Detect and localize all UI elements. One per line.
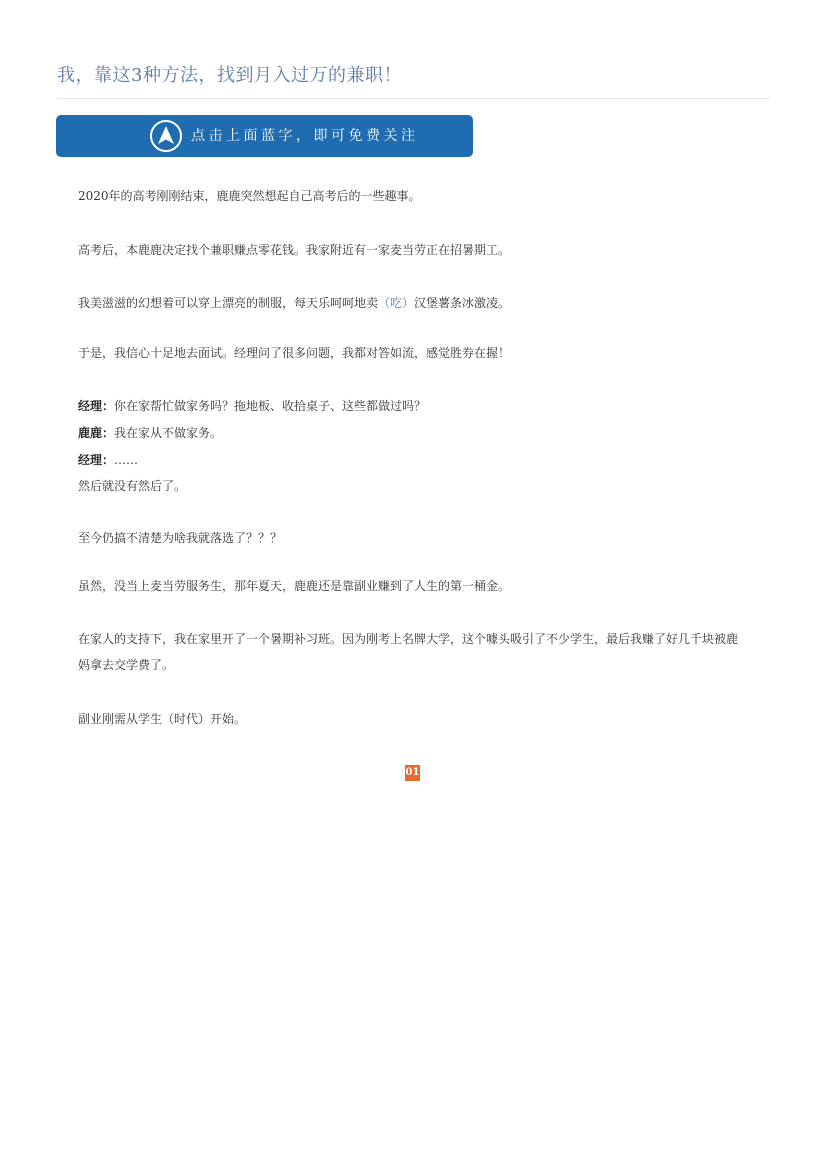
paragraph-9: 副业刚需从学生（时代）开始。 [78,712,247,726]
dialogue-text: 你在家帮忙做家务吗？拖地板、收拾桌子、这些都做过吗？ [114,399,427,413]
paragraph-6: 至今仍搞不清楚为啥我就落选了？？？ [78,531,283,545]
dialogue-line [78,447,138,473]
paragraph-7: 虽然，没当上麦当劳服务生，那年夏天，鹿鹿还是靠副业赚到了人生的第一桶金。 [78,579,511,593]
paragraph-5: 然后就没有然后了。 [78,479,187,493]
paragraph-4: 于是，我信心十足地去面试。经理问了很多问题，我都对答如流，感觉胜券在握！ [78,346,511,360]
dialogue-text: …… [114,453,139,467]
article-title: 我，靠这3种方法，找到月入过万的兼职！ [57,65,402,86]
title-divider [57,98,770,99]
paragraph-3 [78,290,510,316]
dialogue-line [78,393,426,419]
dialogue-speaker: 鹿鹿： [78,426,115,440]
dialogue-line [78,420,222,446]
dialogue-speaker: 经理： [78,399,115,413]
section-number-badge: 01 [405,765,420,781]
follow-banner[interactable] [56,115,473,157]
arrow-up-circle-icon [149,119,183,153]
follow-banner-text: 点击上面蓝字，即可免费关注 [191,128,419,144]
dialogue-speaker: 经理： [78,453,115,467]
paragraph-3-highlight: （吃） [378,296,415,310]
dialogue-text: 我在家从不做家务。 [114,426,223,440]
paragraph-3-text-a: 我美滋滋的幻想着可以穿上漂亮的制服，每天乐呵呵地卖 [78,296,379,310]
paragraph-8: 在家人的支持下，我在家里开了一个暑期补习班。因为刚考上名牌大学，这个噱头吸引了不少学生，最后我赚了好几千块被鹿妈拿去交学费了。 [78,632,739,672]
paragraph-1: 2020年的高考刚刚结束，鹿鹿突然想起自己高考后的一些趣事。 [78,189,421,203]
paragraph-3-text-b: 汉堡薯条冰激凌。 [414,296,511,310]
paragraph-2: 高考后，本鹿鹿决定找个兼职赚点零花钱。我家附近有一家麦当劳正在招暑期工。 [78,243,511,257]
